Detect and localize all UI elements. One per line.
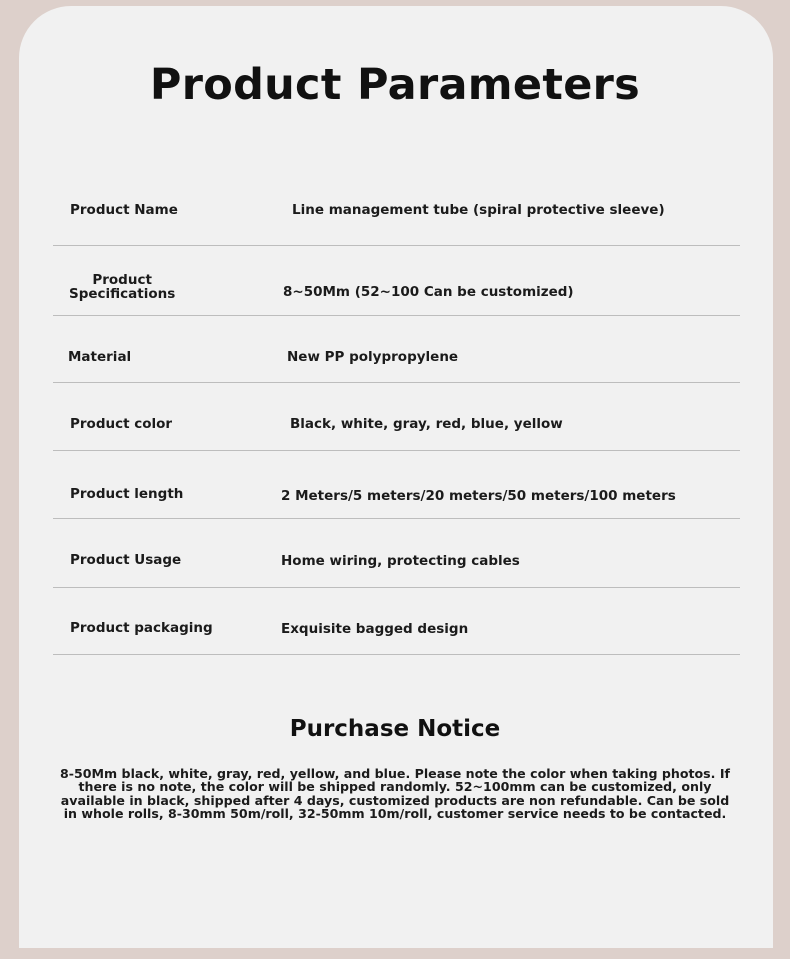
row-label: Product Name — [70, 202, 178, 218]
row-value: New PP polypropylene — [287, 349, 459, 365]
table-row — [53, 518, 740, 588]
row-label-line: Specifications — [69, 285, 176, 302]
table-row — [53, 587, 740, 655]
row-label: Product color — [70, 416, 173, 432]
row-label-line: Product — [92, 272, 152, 288]
row-label: Product length — [70, 486, 184, 502]
table-row — [53, 160, 740, 246]
table-row — [53, 245, 740, 316]
row-value: Black, white, gray, red, blue, yellow — [290, 416, 563, 432]
row-value: 8~50Mm (52~100 Can be customized) — [283, 284, 574, 300]
row-label: Material — [68, 349, 132, 365]
row-label: Product packaging — [70, 620, 213, 636]
row-label: Product Usage — [70, 552, 182, 568]
table-row — [53, 382, 740, 451]
page-title: Product Parameters — [149, 60, 641, 110]
row-value: 2 Meters/5 meters/20 meters/50 meters/100 meters — [281, 488, 676, 504]
purchase-notice-title: Purchase Notice — [289, 716, 501, 742]
table-row — [53, 450, 740, 519]
row-value: Home wiring, protecting cables — [281, 553, 520, 569]
row-value: Line management tube (spiral protective sleeve) — [292, 202, 665, 218]
row-value: Exquisite bagged design — [281, 621, 469, 637]
purchase-notice-text: 8-50Mm black, white, gray, red, yellow, and blue. Please note the color when taking photos. If there is no note, the color will be shipped randomly. 52~100mm can be customized, only available in black, shipped after 4 days, customized products are non refundable. Can be sold in whole rolls, 8-30mm 50m/roll, 32-50mm 10m/roll, customer service needs to be contacted. — [60, 766, 730, 822]
table-row — [53, 315, 740, 383]
row-label — [69, 274, 175, 301]
